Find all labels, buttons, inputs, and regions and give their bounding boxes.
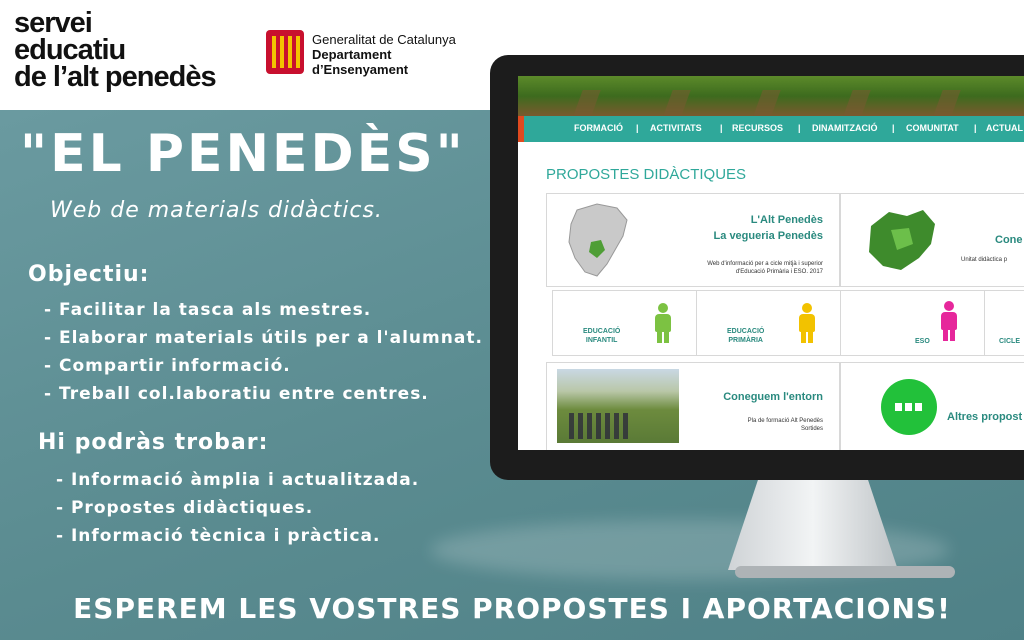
nav-separator: | [636,123,639,133]
card-altres-propostes[interactable] [840,362,1024,450]
card-coneguem-entorn[interactable] [546,362,840,450]
trobar-list [56,466,419,550]
level-label: ESO [915,338,930,345]
servei-educatiu-logo [14,7,216,93]
card2-desc: Unitat didàctica p [961,257,1008,263]
level-eso[interactable] [840,290,986,356]
list-item: - Elaborar materials útils per a l'alumnat. [44,328,483,348]
nav-activitats[interactable]: ACTIVITATS [650,123,702,133]
card3-desc-1: Pla de formació Alt Penedès [747,418,823,424]
objectiu-list [44,296,483,408]
generalitat-text [312,32,456,77]
nav-dinamitzacio[interactable]: DINAMITZACIÓ [812,123,878,133]
level-label: EDUCACIÓ INFANTIL [583,328,621,344]
nav-separator: | [798,123,801,133]
level-label: CICLE [999,338,1020,345]
objectiu-heading: Objectiu: [28,262,150,287]
more-dots-icon [881,379,937,435]
card4-title: Altres propost [947,411,1023,423]
site-navigation [518,116,1024,142]
hero-subtitle: Web de materials didàctics. [50,198,383,223]
card1-title-1: L'Alt Penedès [750,214,823,226]
nav-separator: | [974,123,977,133]
list-item: - Informació tècnica i pràctica. [56,526,381,546]
catalonia-map-icon [567,202,631,280]
brand-line-1: servei [14,7,92,39]
hero-title: "EL PENEDÈS" [20,124,466,184]
level-primaria[interactable] [696,290,842,356]
trobar-heading: Hi podràs trobar: [38,430,269,455]
card3-desc-2: Sortides [800,426,823,432]
list-item: - Compartir informació. [44,356,291,376]
gov-line-1: Generalitat de Catalunya [312,32,456,47]
nav-comunitat[interactable]: COMUNITAT [906,123,959,133]
gov-line-2: Departament [312,47,392,62]
penedes-map-icon [861,206,941,276]
brand-line-3: de l’alt penedès [14,61,216,93]
list-item: - Propostes didàctiques. [56,498,314,518]
card1-desc-1: Web d'informació per a cicle mitjà i superior [707,261,823,267]
outdoor-photo [557,369,679,443]
card1-desc-2: d'Educació Primària i ESO. 2017 [735,269,823,275]
card3-title: Coneguem l'entorn [723,391,823,403]
level-label: EDUCACIÓ PRIMÀRIA [727,328,765,344]
level-infantil[interactable] [552,290,698,356]
nav-actual[interactable]: ACTUAL [986,123,1023,133]
list-item: - Treball col.laboratiu entre centres. [44,384,429,404]
nav-separator: | [892,123,895,133]
list-item: - Informació àmplia i actualitzada. [56,470,420,490]
call-to-action: ESPEREM LES VOSTRES PROPOSTES I APORTACIONS! [73,592,951,625]
nav-recursos[interactable]: RECURSOS [732,123,784,133]
gov-line-3: d’Ensenyament [312,62,409,77]
card-coneixement[interactable] [840,193,1024,287]
nav-separator: | [720,123,723,133]
list-item: - Facilitar la tasca als mestres. [44,300,372,320]
vineyard-banner-image [518,76,1024,116]
monitor-base [735,566,955,578]
propostes-heading: PROPOSTES DIDÀCTIQUES [546,166,747,183]
card1-title-2: La vegueria Penedès [713,230,823,242]
monitor-screen [518,76,1024,450]
card-alt-penedes[interactable] [546,193,840,287]
card2-title: Cone [995,234,1023,246]
level-cicle[interactable] [984,290,1024,356]
generalitat-emblem-icon [266,30,304,74]
nav-formacio[interactable]: FORMACIÓ [574,123,623,133]
brand-line-2: educatiu [14,34,126,66]
